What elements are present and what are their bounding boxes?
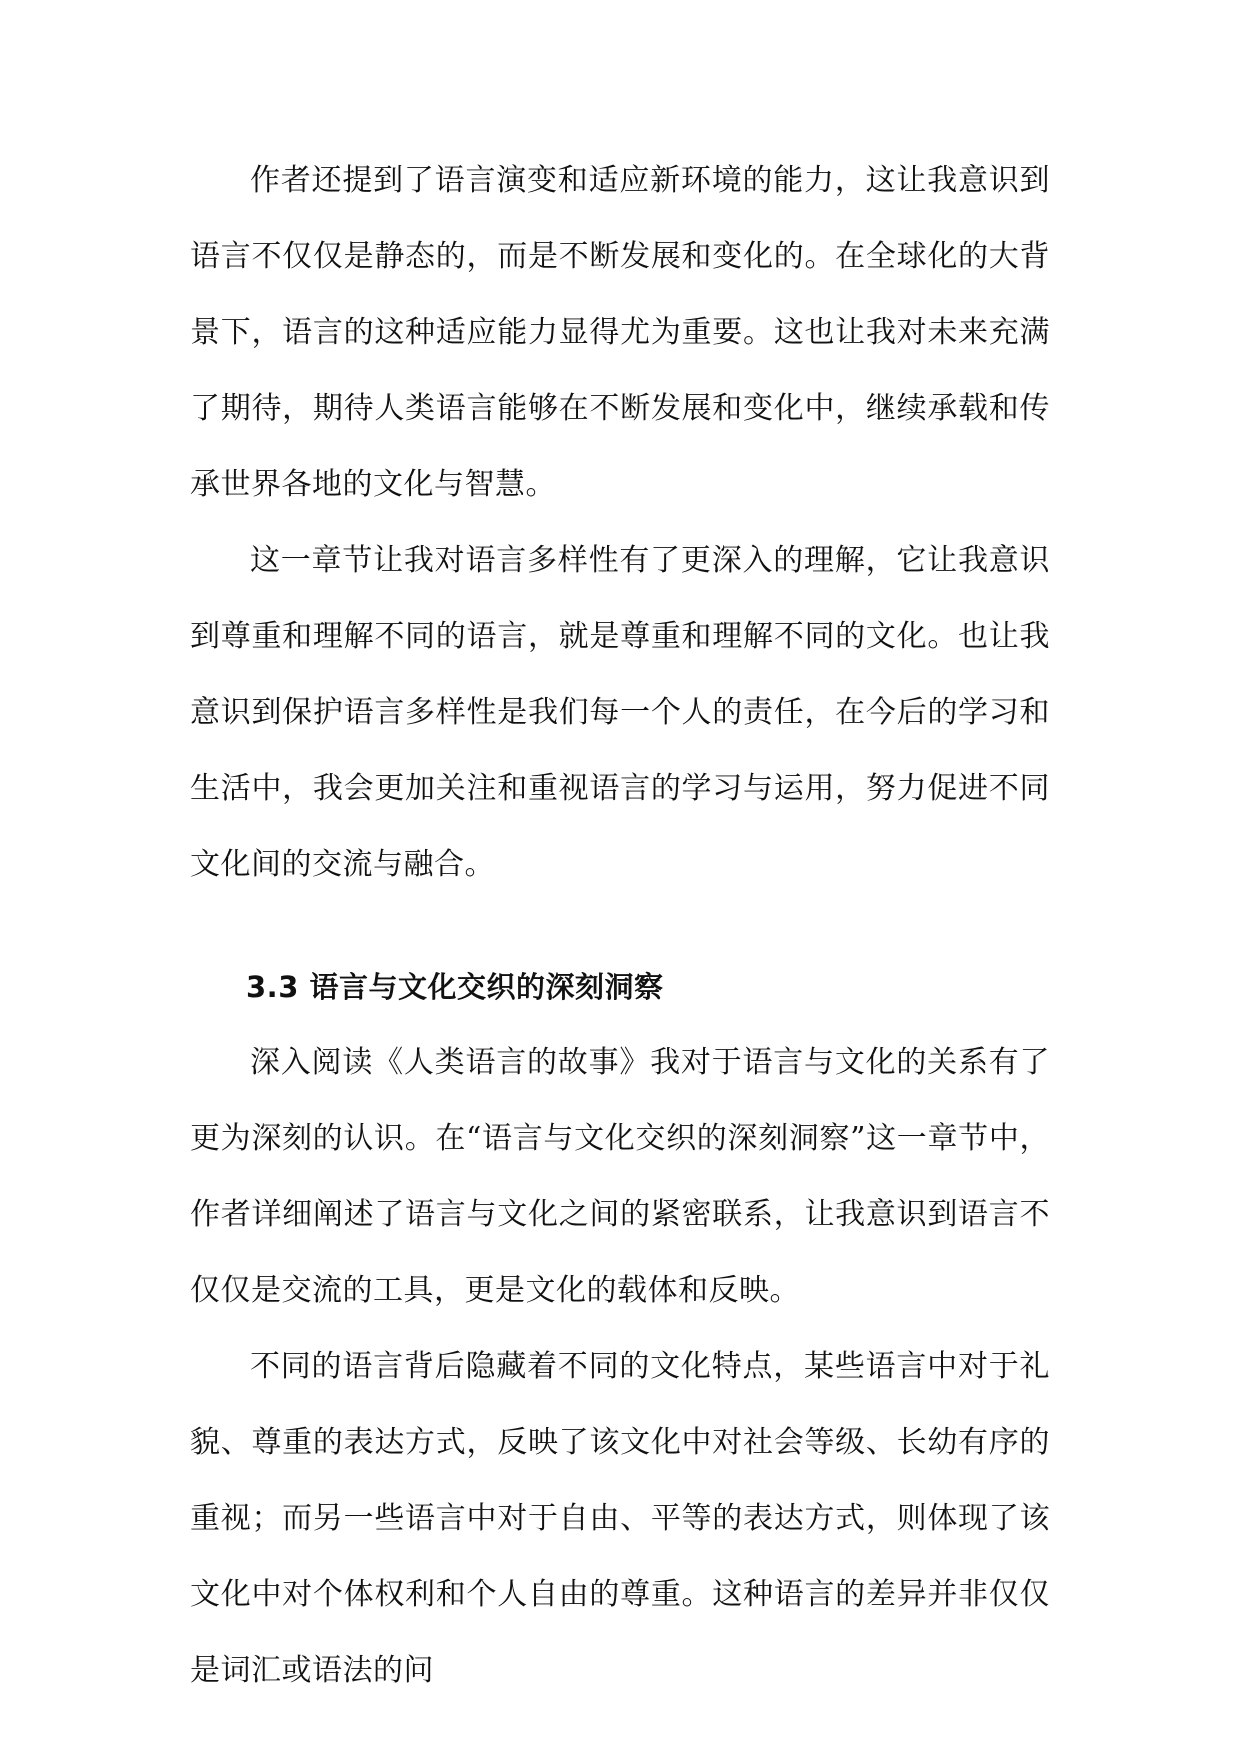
paragraph-language-culture-relation: 深入阅读《人类语言的故事》我对于语言与文化的关系有了更为深刻的认识。在“语言与文化交织的深刻洞察”这一章节中，作者详细阐述了语言与文化之间的紧密联系，让我意识到语言不仅仅是交流的工具，更是文化的载体和反映。	[190, 1045, 1050, 1308]
paragraph-language-diversity: 这一章节让我对语言多样性有了更深入的理解，它让我意识到尊重和理解不同的语言，就是尊重和理解不同的文化。也让我意识到保护语言多样性是我们每一个人的责任，在今后的学习和生活中，我会更加关注和重视语言的学习与运用，努力促进不同文化间的交流与融合。	[190, 543, 1050, 882]
section-heading: 3.3 语言与文化交织的深刻洞察	[246, 970, 664, 1004]
paragraph-cultural-differences: 不同的语言背后隐藏着不同的文化特点，某些语言中对于礼貌、尊重的表达方式，反映了该文化中对社会等级、长幼有序的重视；而另一些语言中对于自由、平等的表达方式，则体现了该文化中对个体权利和个人自由的尊重。这种语言的差异并非仅仅是词汇或语法的问	[190, 1349, 1050, 1688]
paragraph-language-evolution: 作者还提到了语言演变和适应新环境的能力，这让我意识到语言不仅仅是静态的，而是不断发展和变化的。在全球化的大背景下，语言的这种适应能力显得尤为重要。这也让我对未来充满了期待，期待人类语言能够在不断发展和变化中，继续承载和传承世界各地的文化与智慧。	[190, 163, 1050, 502]
document-body	[190, 143, 1050, 1709]
